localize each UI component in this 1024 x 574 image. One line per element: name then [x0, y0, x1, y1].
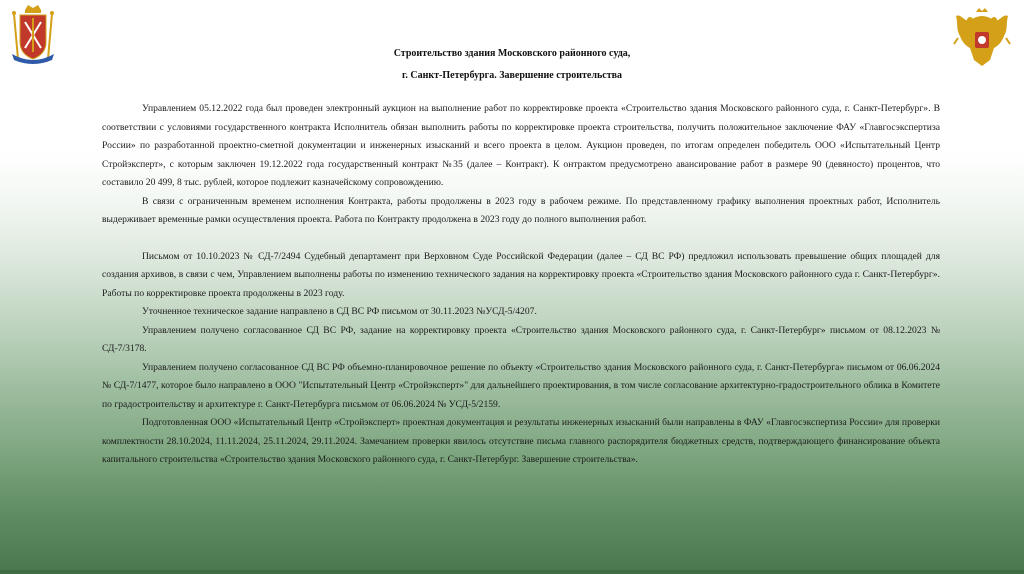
- paragraph: Управлением 05.12.2022 года был проведен электронный аукцион на выполнение работ по корректировке проекта «Строительство здания Московского районного суда, г. Санкт-Петербург». В соответствии с условиями государственного контракта Исполнитель обязан выполнить работы по корректировке проекта строительства, получить положительное заключение ФАУ «Главгосэкспертиза России» по разработанной проектно-сметной документации и инженерных изысканий и всего проекта в целом. Аукцион проведен, по итогам определен победитель ООО «Испытательный Центр Стройэксперт», с которым заключен 19.12.2022 года государственный контракт №35 (далее – Контракт). К онтрактом предусмотрено авансирование работ в размере 90 (девяносто) процентов, что составило 20 499, 8 тыс. рублей, которое подлежит казначейскому сопровождению.: [102, 103, 940, 188]
- paragraph: Уточненное техническое задание направлено в СД ВС РФ письмом от 30.11.2023 №УСД-5/4207.: [142, 306, 537, 317]
- paragraph: В связи с ограниченным временем исполнения Контракта, работы продолжены в 2023 году в рабочем режиме. По представленному графику выполнения проектных работ, Исполнитель выдерживает временные рамки осуществления проекта. Работа по Контракту продолжена в 2023 году до полного выполнения работ.: [102, 195, 940, 225]
- document-body: [102, 100, 940, 470]
- double-headed-eagle-icon: [952, 8, 1012, 68]
- footer-stripe: [0, 570, 1024, 574]
- paragraph: Управлением получено согласованное СД ВС РФ, задание на корректировку проекта «Строительство здания Московского районного суда, г. Санкт-Петербург» письмом от 08.12.2023 № СД-7/3178.: [102, 324, 940, 354]
- paragraph: Управлением получено согласованное СД ВС РФ объемно-планировочное решение по объекту «Строительство здания Московского районного суда, г. Санкт-Петербурга» письмом от 06.06.2024 № СД-7/1477, которое было направлено в ООО "Испытательный Центр «Стройэксперт»" для дальнейшего проектирования, в том числе согласование архитектурно-градостроительного облика в Комитете по градостроительству и архитектуре г. Санкт-Петербурга письмом от 06.06.2024 № УСД-5/2159.: [102, 361, 940, 410]
- paragraph: Подготовленная ООО «Испытательный Центр «Стройэксперт» проектная документация и результаты инженерных изысканий были направлены в ФАУ «Главгосэкспертиза России» для проверки комплектности 28.10.2024, 11.11.2024, 25.11.2024, 29.11.2024. Замечанием проверки явилось отсутствие письма главного распорядителя бюджетных средств, подтверждающего финансирование объекта капитального строительства «Строительство здания Московского районного суда, г. Санкт-Петербург. Завершение строительства».: [102, 417, 940, 465]
- paragraph: Письмом от 10.10.2023 № СД-7/2494 Судебный департамент при Верховном Суде Российской Федерации (далее – СД ВС РФ) предложил использовать превышение общих площадей для создания архивов, в связи с чем, Управлением выполнены работы по изменению технического задания на корректировку проекта «Строительство здания Московского районного суда г. Санкт-Петербург». Работы по корректировке проекта продолжены в 2023 году.: [102, 250, 940, 299]
- page-title-line1: Строительство здания Московского районного суда,: [393, 48, 631, 59]
- page-title-line2: г. Санкт-Петербурга. Завершение строительства: [401, 70, 623, 81]
